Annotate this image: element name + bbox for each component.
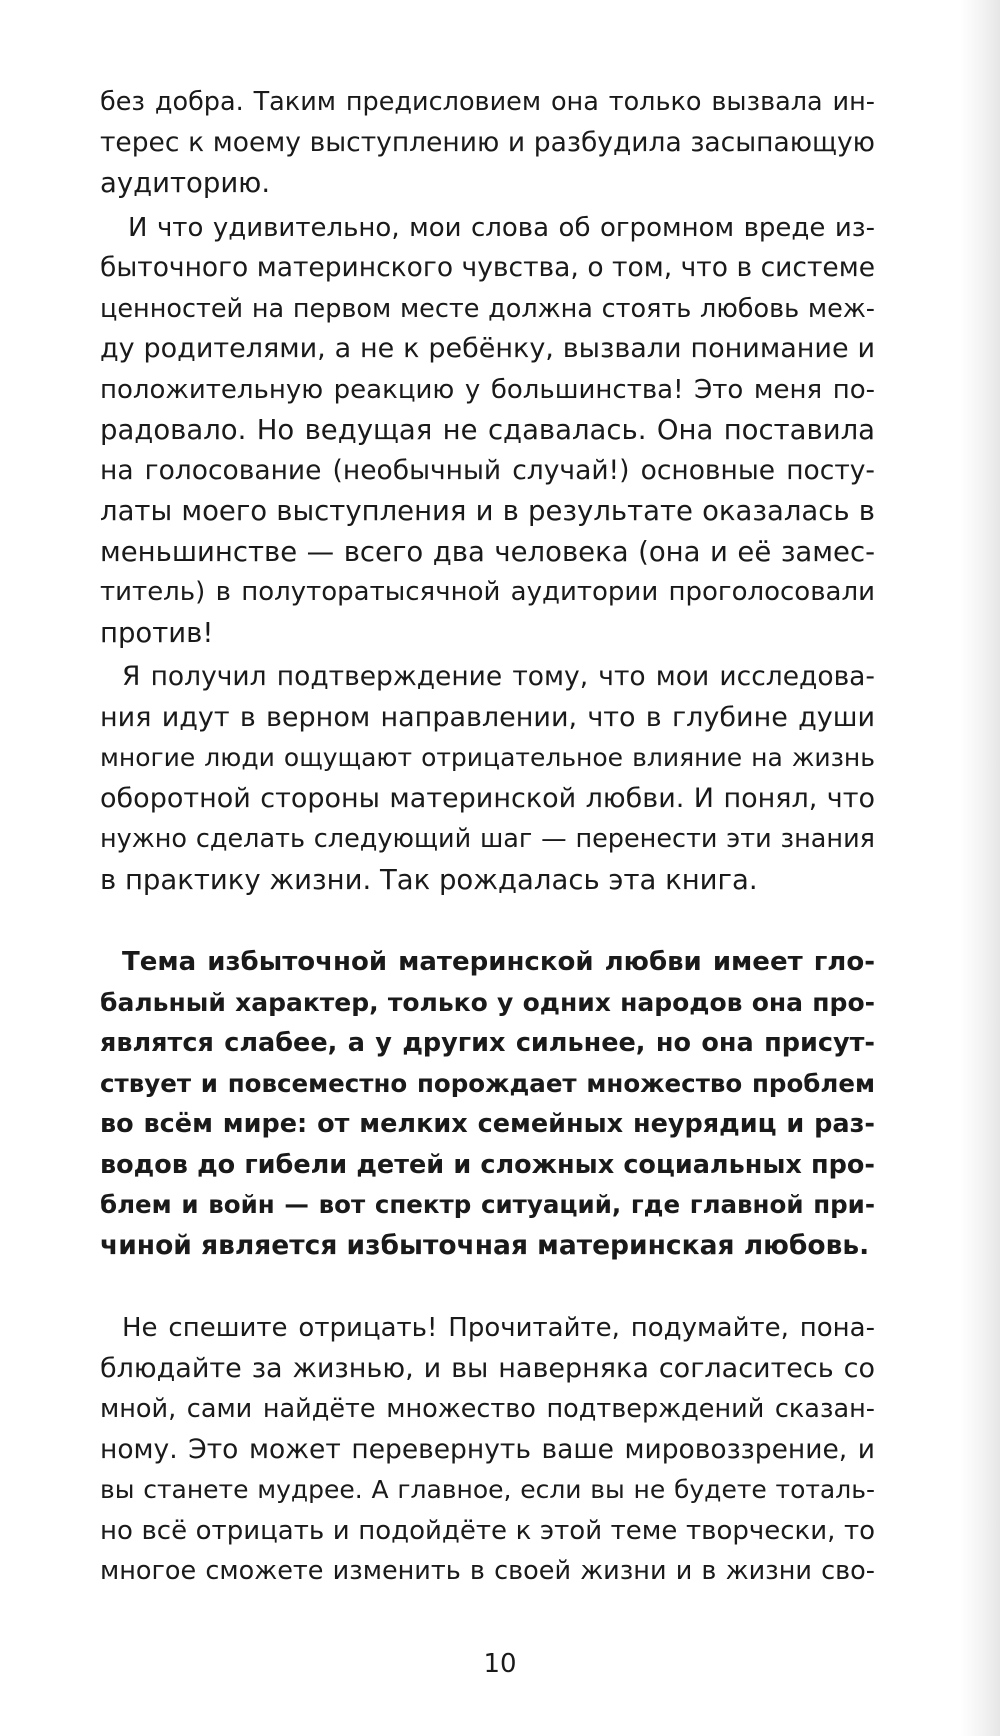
- text-line: ния идут в верном направлении, что в глубине души: [100, 701, 875, 733]
- text-line: нужно сделать следующий шаг — перенести эти знания: [100, 824, 875, 854]
- text-line: латы моего выступления и в результате оказалась в: [100, 495, 875, 527]
- text-line: ствует и повсеместно порождает множество проблем: [100, 1068, 875, 1098]
- text-line: Я получил подтверждение тому, что мои исследова-: [122, 661, 875, 692]
- paragraph-1: [100, 82, 875, 204]
- paragraph-3: [100, 657, 875, 900]
- text-line: бальный характер, только у одних народов она про-: [100, 987, 875, 1017]
- paragraph-5: [100, 1308, 875, 1592]
- text-line: многое сможете изменить в своей жизни и в жизни сво-: [100, 1556, 875, 1586]
- text-line: ному. Это может перевернуть ваше мировоззрение, и: [100, 1433, 875, 1465]
- text-line: многие люди ощущают отрицательное влияние на жизнь: [100, 743, 875, 772]
- page-number: 10: [483, 1649, 517, 1679]
- text-line: быточного материнского чувства, о том, что в системе: [100, 252, 875, 283]
- text-line: титель) в полуторатысячной аудитории проголосовали: [100, 577, 875, 607]
- text-line: но всё отрицать и подойдёте к этой теме творчески, то: [100, 1515, 875, 1546]
- text-line: оборотной стороны материнской любви. И понял, что: [100, 782, 875, 814]
- text-line: радовало. Но ведущая не сдавалась. Она поставила: [100, 414, 875, 446]
- paragraph-2: [100, 208, 875, 654]
- bold-paragraph: [100, 942, 875, 1266]
- page-edge-shadow: [960, 0, 1000, 1736]
- text-line: во всём мире: от мелких семейных неурядиц и раз-: [100, 1109, 875, 1139]
- text-line: Не спешите отрицать! Прочитайте, подумайте, пона-: [122, 1313, 875, 1343]
- text-line: мной, сами найдёте множество подтверждений сказан-: [100, 1394, 875, 1424]
- text-line: блюдайте за жизнью, и вы наверняка согласитесь со: [100, 1352, 875, 1384]
- text-line: в практику жизни. Так рождалась эта книга.: [100, 863, 758, 896]
- text-line: против!: [100, 616, 214, 649]
- text-line: без добра. Таким предисловием она только вызвала ин-: [100, 87, 875, 117]
- text-line: меньшинстве — всего два человека (она и её замес-: [100, 535, 875, 568]
- text-line: блем и войн — вот спектр ситуаций, где главной при-: [100, 1190, 875, 1219]
- text-line: на голосование (необычный случай!) основные посту-: [100, 454, 875, 486]
- text-line: чиной является избыточная материнская любовь.: [100, 1229, 870, 1261]
- text-line: ценностей на первом месте должна стоять любовь меж-: [100, 293, 875, 324]
- text-line: ду родителями, а не к ребёнку, вызвали понимание и: [100, 333, 875, 364]
- text-line: являтся слабее, а у других сильнее, но она присут-: [100, 1028, 875, 1058]
- text-line: терес к моему выступлению и разбудила засыпающую: [100, 126, 875, 158]
- page-body: [100, 82, 875, 1592]
- text-line: И что удивительно, мои слова об огромном вреде из-: [128, 212, 875, 243]
- text-line: аудиторию.: [100, 167, 271, 199]
- text-line: вы станете мудрее. А главное, если вы не будете тоталь-: [100, 1475, 875, 1504]
- text-line: водов до гибели детей и сложных социальных про-: [100, 1149, 875, 1180]
- text-line: положительную реакцию у большинства! Это меня по-: [100, 374, 875, 405]
- text-line: Тема избыточной материнской любви имеет гло-: [122, 947, 875, 977]
